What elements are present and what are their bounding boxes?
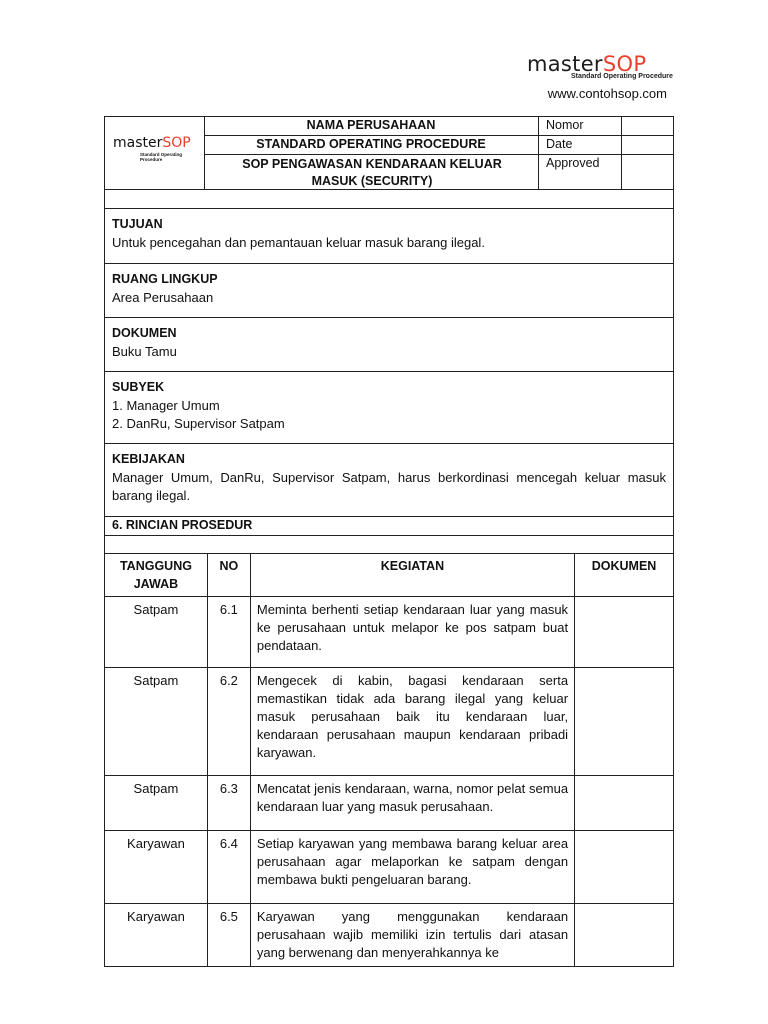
section-title: SUBYEK [112,380,165,394]
company-name: NAMA PERUSAHAAN [306,118,436,132]
section-body: Untuk pencegahan dan pemantauan keluar masuk barang ilegal. [112,235,485,250]
website-url[interactable]: www.contohsop.com [547,86,667,101]
section-title: KEBIJAKAN [112,452,185,466]
table-row [105,831,674,904]
table-header-row [105,554,674,597]
header-logo-tagline: Standard Operating Procedure [140,152,183,162]
col-header-kegiatan: KEGIATAN [250,554,574,597]
section-title: DOKUMEN [112,326,177,340]
date-label: Date [546,137,573,151]
cell-no: 6.1 [207,597,250,668]
col-header-no: NO [207,554,250,597]
table-row [105,597,674,668]
section-title: RUANG LINGKUP [112,272,218,286]
header-logo [105,117,205,189]
section-body: Buku Tamu [112,344,177,359]
spacer-row [104,536,674,554]
approved-label: Approved [546,156,600,170]
section-title: 6. RINCIAN PROSEDUR [112,518,253,532]
cell-activity: Setiap karyawan yang membawa barang keluar area perusahaan agar melaporkan ke satpam dengan membawa bukti pengeluaran barang. [250,831,574,904]
sop-title: SOP PENGAWASAN KENDARAAN KELUAR MASUK (SECURITY) [242,157,502,188]
header-logo-wordmark: masterSOP [113,135,191,151]
col-header-dokumen: DOKUMEN [575,554,674,597]
section-ruang-lingkup [104,264,674,318]
section-kebijakan [104,444,674,517]
cell-doc [575,776,674,831]
cell-activity: Mengecek di kabin, bagasi kendaraan serta memastikan tidak ada barang ilegal yang keluar masuk perusahaan baik itu kendaraan luar, kendaraan perusahaan maupun kendaraan pribadi karyawan. [250,668,574,776]
cell-role: Karyawan [105,831,208,904]
section-title: TUJUAN [112,217,163,231]
nomor-label: Nomor [546,118,584,132]
spacer-row [104,190,674,209]
table-row [105,776,674,831]
cell-doc [575,597,674,668]
cell-no: 6.2 [207,668,250,776]
section-dokumen [104,318,674,372]
table-row [105,668,674,776]
cell-doc [575,831,674,904]
cell-activity: Mencatat jenis kendaraan, warna, nomor pelat semua kendaraan luar yang masuk perusahaan. [250,776,574,831]
cell-activity: Karyawan yang menggunakan kendaraan perusahaan wajib memiliki izin tertulis dari atasan yang berwenang dan menyerahkannya ke [250,904,574,967]
cell-no: 6.5 [207,904,250,967]
logo-tagline: Standard Operating Procedure [571,73,673,80]
section-body: Area Perusahaan [112,290,214,305]
brand-logo [527,52,677,82]
header-table [104,116,674,190]
section-subyek [104,372,674,444]
section-body: Manager Umum, DanRu, Supervisor Satpam, harus berkordinasi mencegah keluar masuk barang ilegal. [112,470,666,503]
col-header-tanggung-jawab: TANGGUNG JAWAB [105,554,208,597]
logo-wordmark: masterSOP [527,52,647,76]
section-rincian [104,517,674,536]
procedure-table [104,553,674,967]
cell-role: Karyawan [105,904,208,967]
doc-type: STANDARD OPERATING PROCEDURE [256,137,486,151]
section-tujuan [104,209,674,264]
section-body: 1. Manager Umum 2. DanRu, Supervisor Satpam [112,398,285,431]
cell-doc [575,904,674,967]
table-row [105,904,674,967]
cell-role: Satpam [105,776,208,831]
cell-doc [575,668,674,776]
cell-role: Satpam [105,597,208,668]
cell-no: 6.4 [207,831,250,904]
cell-activity: Meminta berhenti setiap kendaraan luar yang masuk ke perusahaan untuk melapor ke pos satpam buat pendataan. [250,597,574,668]
cell-no: 6.3 [207,776,250,831]
cell-role: Satpam [105,668,208,776]
